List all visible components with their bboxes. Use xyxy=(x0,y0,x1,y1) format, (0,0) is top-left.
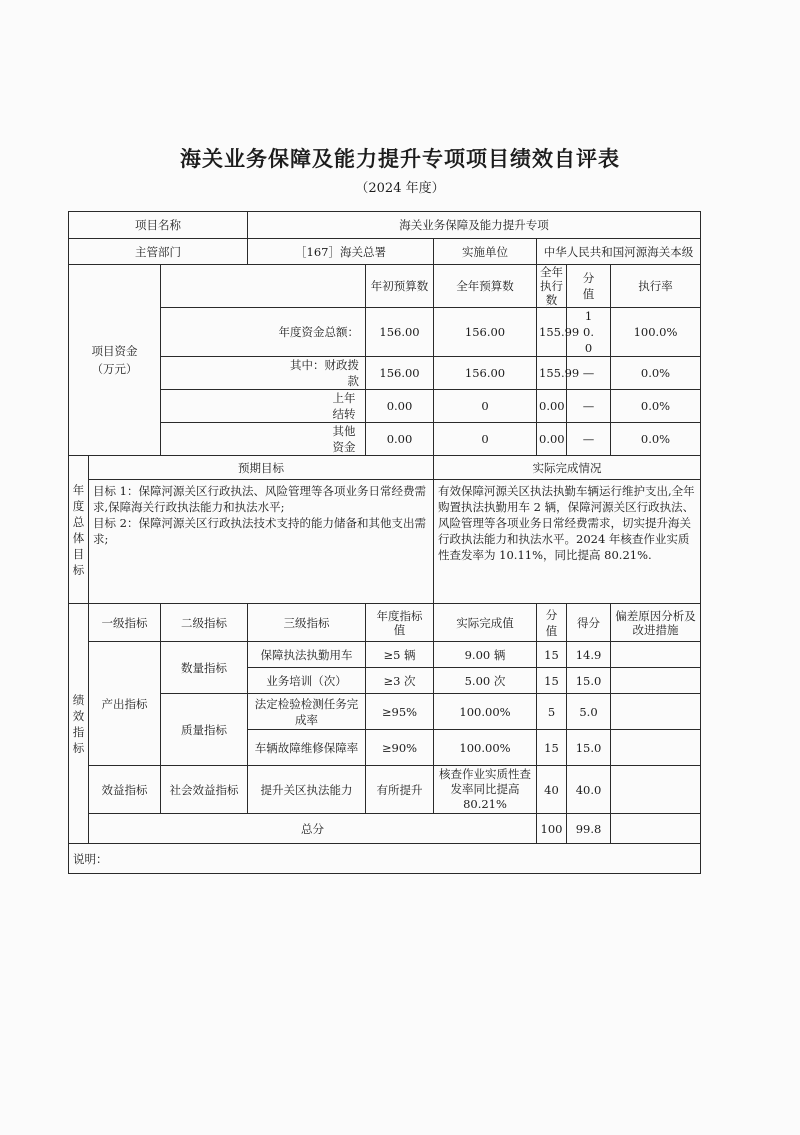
indicator-actual: 100.00% xyxy=(434,730,537,766)
header-level2: 二级指标 xyxy=(161,604,248,642)
indicator-target: ≥90% xyxy=(366,730,434,766)
indicator-reason xyxy=(611,668,701,694)
funds-rate: 0.0% xyxy=(611,357,701,390)
funds-score-value: 10.0 xyxy=(567,308,611,357)
level2-quality: 质量指标 xyxy=(161,694,248,766)
funds-row-label: 年度资金总额： xyxy=(161,308,366,357)
header-target: 年度指标值 xyxy=(366,604,434,642)
indicator-score: 15.0 xyxy=(567,730,611,766)
indicator-target: 有所提升 xyxy=(366,766,434,814)
indicator-reason xyxy=(611,766,701,814)
indicators-label: 绩效指标 xyxy=(69,604,89,844)
indicator-score: 15.0 xyxy=(567,668,611,694)
funds-header-rate: 执行率 xyxy=(611,265,701,308)
total-reason xyxy=(611,814,701,844)
indicator-name: 车辆故障维修保障率 xyxy=(248,730,366,766)
funds-initial: 0.00 xyxy=(366,423,434,456)
level1-benefit: 效益指标 xyxy=(89,766,161,814)
funds-annual: 0 xyxy=(434,423,537,456)
indicator-target: ≥95% xyxy=(366,694,434,730)
goals-content-row xyxy=(69,480,701,604)
funds-initial: 156.00 xyxy=(366,357,434,390)
header-score: 得分 xyxy=(567,604,611,642)
indicator-value: 5 xyxy=(537,694,567,730)
funds-initial: 0.00 xyxy=(366,390,434,423)
funds-score-value: — xyxy=(567,423,611,456)
page-subtitle: （2024 年度） xyxy=(355,181,445,196)
header-actual: 实际完成值 xyxy=(434,604,537,642)
department-value: ［167］海关总署 xyxy=(248,239,434,265)
total-value: 100 xyxy=(537,814,567,844)
indicator-value: 40 xyxy=(537,766,567,814)
indicator-target: ≥5 辆 xyxy=(366,642,434,668)
funds-executed: 155.99 xyxy=(537,357,567,390)
funds-header-score-value: 分值 xyxy=(567,265,611,308)
level2-quantity: 数量指标 xyxy=(161,642,248,694)
header-score-value: 分值 xyxy=(537,604,567,642)
total-score: 99.8 xyxy=(567,814,611,844)
funds-row-label: 其他资金 xyxy=(161,423,366,456)
indicator-header-row xyxy=(69,604,701,642)
indicator-name: 法定检验检测任务完成率 xyxy=(248,694,366,730)
indicator-score: 14.9 xyxy=(567,642,611,668)
funds-annual: 156.00 xyxy=(434,357,537,390)
goals-header-row xyxy=(69,456,701,480)
indicator-actual: 5.00 次 xyxy=(434,668,537,694)
indicator-name: 业务培训（次） xyxy=(248,668,366,694)
funds-header-row xyxy=(69,265,701,308)
header-reason: 偏差原因分析及改进措施 xyxy=(611,604,701,642)
goals-label: 年度总体目标 xyxy=(69,456,89,604)
note-row xyxy=(69,844,701,874)
indicator-reason xyxy=(611,694,701,730)
indicator-target: ≥3 次 xyxy=(366,668,434,694)
header-level1: 一级指标 xyxy=(89,604,161,642)
header-level3: 三级指标 xyxy=(248,604,366,642)
funds-header-initial: 年初预算数 xyxy=(366,265,434,308)
indicator-reason xyxy=(611,642,701,668)
funds-header-executed: 全年执行数 xyxy=(537,265,567,308)
funds-initial: 156.00 xyxy=(366,308,434,357)
project-name-value: 海关业务保障及能力提升专项 xyxy=(248,212,701,239)
funds-annual: 0 xyxy=(434,390,537,423)
indicator-reason xyxy=(611,730,701,766)
indicator-value: 15 xyxy=(537,668,567,694)
indicator-row xyxy=(69,694,701,730)
indicator-score: 5.0 xyxy=(567,694,611,730)
unit-label: 实施单位 xyxy=(434,239,537,265)
indicator-value: 15 xyxy=(537,730,567,766)
note-label: 说明： xyxy=(69,844,701,874)
level1-output: 产出指标 xyxy=(89,642,161,766)
total-row xyxy=(69,814,701,844)
department-label: 主管部门 xyxy=(69,239,248,265)
indicator-name: 提升关区执法能力 xyxy=(248,766,366,814)
funds-annual: 156.00 xyxy=(434,308,537,357)
funds-header-annual: 全年预算数 xyxy=(434,265,537,308)
indicator-value: 15 xyxy=(537,642,567,668)
goals-actual-text: 有效保障河源关区执法执勤车辆运行维护支出,全年购置执法执勤用车 2 辆，保障河源关区行政执法、风险管理等各项业务日常经费需求，切实提升海关行政执法能力和执法水平。2024 年核查作业实质性查发率为 10.11%，同比提高 80.21%. xyxy=(434,480,701,604)
funds-row xyxy=(69,357,701,390)
indicator-actual: 9.00 辆 xyxy=(434,642,537,668)
funds-score-value: — xyxy=(567,357,611,390)
goals-expected-text: 目标 1：保障河源关区行政执法、风险管理等各项业务日常经费需求,保障海关行政执法能力和执法水平; 目标 2：保障河源关区行政执法技术支持的能力储备和其他支出需求; xyxy=(89,480,434,604)
funds-row-label: 其中：财政拨款 xyxy=(161,357,366,390)
funds-label: 项目资金（万元） xyxy=(69,265,161,456)
funds-row xyxy=(69,308,701,357)
indicator-row xyxy=(69,642,701,668)
level2-social-benefit: 社会效益指标 xyxy=(161,766,248,814)
total-label: 总分 xyxy=(89,814,537,844)
indicator-score: 40.0 xyxy=(567,766,611,814)
funds-score-value: — xyxy=(567,390,611,423)
indicator-name: 保障执法执勤用车 xyxy=(248,642,366,668)
unit-value: 中华人民共和国河源海关本级 xyxy=(537,239,701,265)
goals-actual-header: 实际完成情况 xyxy=(434,456,701,480)
indicator-actual: 100.00% xyxy=(434,694,537,730)
page-title: 海关业务保障及能力提升专项项目绩效自评表 xyxy=(180,147,620,171)
evaluation-table xyxy=(68,211,701,874)
project-name-row xyxy=(69,212,701,239)
indicator-row xyxy=(69,766,701,814)
funds-executed: 0.00 xyxy=(537,390,567,423)
funds-row xyxy=(69,423,701,456)
funds-rate: 0.0% xyxy=(611,390,701,423)
funds-rate: 100.0% xyxy=(611,308,701,357)
funds-header-blank xyxy=(161,265,366,308)
funds-row xyxy=(69,390,701,423)
funds-executed: 155.99 xyxy=(537,308,567,357)
funds-executed: 0.00 xyxy=(537,423,567,456)
funds-row-label: 上年结转 xyxy=(161,390,366,423)
project-name-label: 项目名称 xyxy=(69,212,248,239)
indicator-actual: 核查作业实质性查发率同比提高 80.21% xyxy=(434,766,537,814)
goals-expected-header: 预期目标 xyxy=(89,456,434,480)
department-row xyxy=(69,239,701,265)
funds-rate: 0.0% xyxy=(611,423,701,456)
